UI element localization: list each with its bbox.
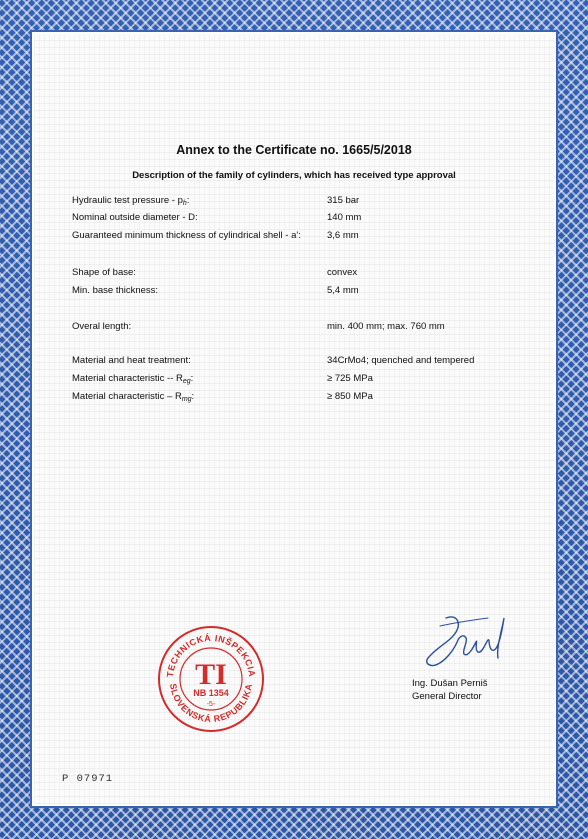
document-title: Annex to the Certificate no. 1665/5/2018 <box>176 143 412 157</box>
handwritten-signature <box>418 612 508 674</box>
stamp-number: -5- <box>206 701 216 708</box>
spec-label-shell-thickness: Guaranteed minimum thickness of cylindrical shell - a': <box>72 230 301 241</box>
spec-label-test-pressure: Hydraulic test pressure - $p_h$: <box>72 195 190 207</box>
spec-label-reg: Material characteristic -- $R_{eg}$: <box>72 373 194 385</box>
spec-value-base-thickness: 5,4 mm <box>327 285 359 296</box>
serial-number: P 07971 <box>62 773 114 785</box>
spec-value-test-pressure: 315 bar <box>327 195 360 206</box>
spec-label-base-thickness: Min. base thickness: <box>72 285 159 296</box>
spec-value-rmg: ≥ 850 MPa <box>327 391 373 402</box>
official-stamp <box>156 624 266 734</box>
spec-label-base-shape: Shape of base: <box>72 267 136 278</box>
stamp-arc-top: TECHNICKÁ INŠPEKCIA <box>164 632 258 678</box>
stamp-nb: NB 1354 <box>193 688 229 698</box>
stamp-arc-bottom: SLOVENSKÁ REPUBLIKA <box>168 682 255 725</box>
stamp-logo: TI <box>195 658 227 691</box>
spec-value-material: 34CrMo4; quenched and tempered <box>327 355 475 366</box>
spec-label-material: Material and heat treatment: <box>72 355 191 366</box>
spec-value-shell-thickness: 3,6 mm <box>327 230 359 241</box>
signer-name: Ing. Dušan Perniš <box>412 678 488 689</box>
spec-value-outside-diameter: 140 mm <box>327 212 362 223</box>
document-subtitle: Description of the family of cylinders, which has received type approval <box>132 170 456 181</box>
spec-label-outside-diameter: Nominal outside diameter - D: <box>72 212 198 223</box>
spec-value-base-shape: convex <box>327 267 358 278</box>
spec-label-length: Overal length: <box>72 321 132 332</box>
spec-value-length: min. 400 mm; max. 760 mm <box>327 321 445 332</box>
spec-label-rmg: Material characteristic – $R_{mg}$: <box>72 391 195 403</box>
spec-value-reg: ≥ 725 MPa <box>327 373 373 384</box>
signer-title: General Director <box>412 691 482 702</box>
